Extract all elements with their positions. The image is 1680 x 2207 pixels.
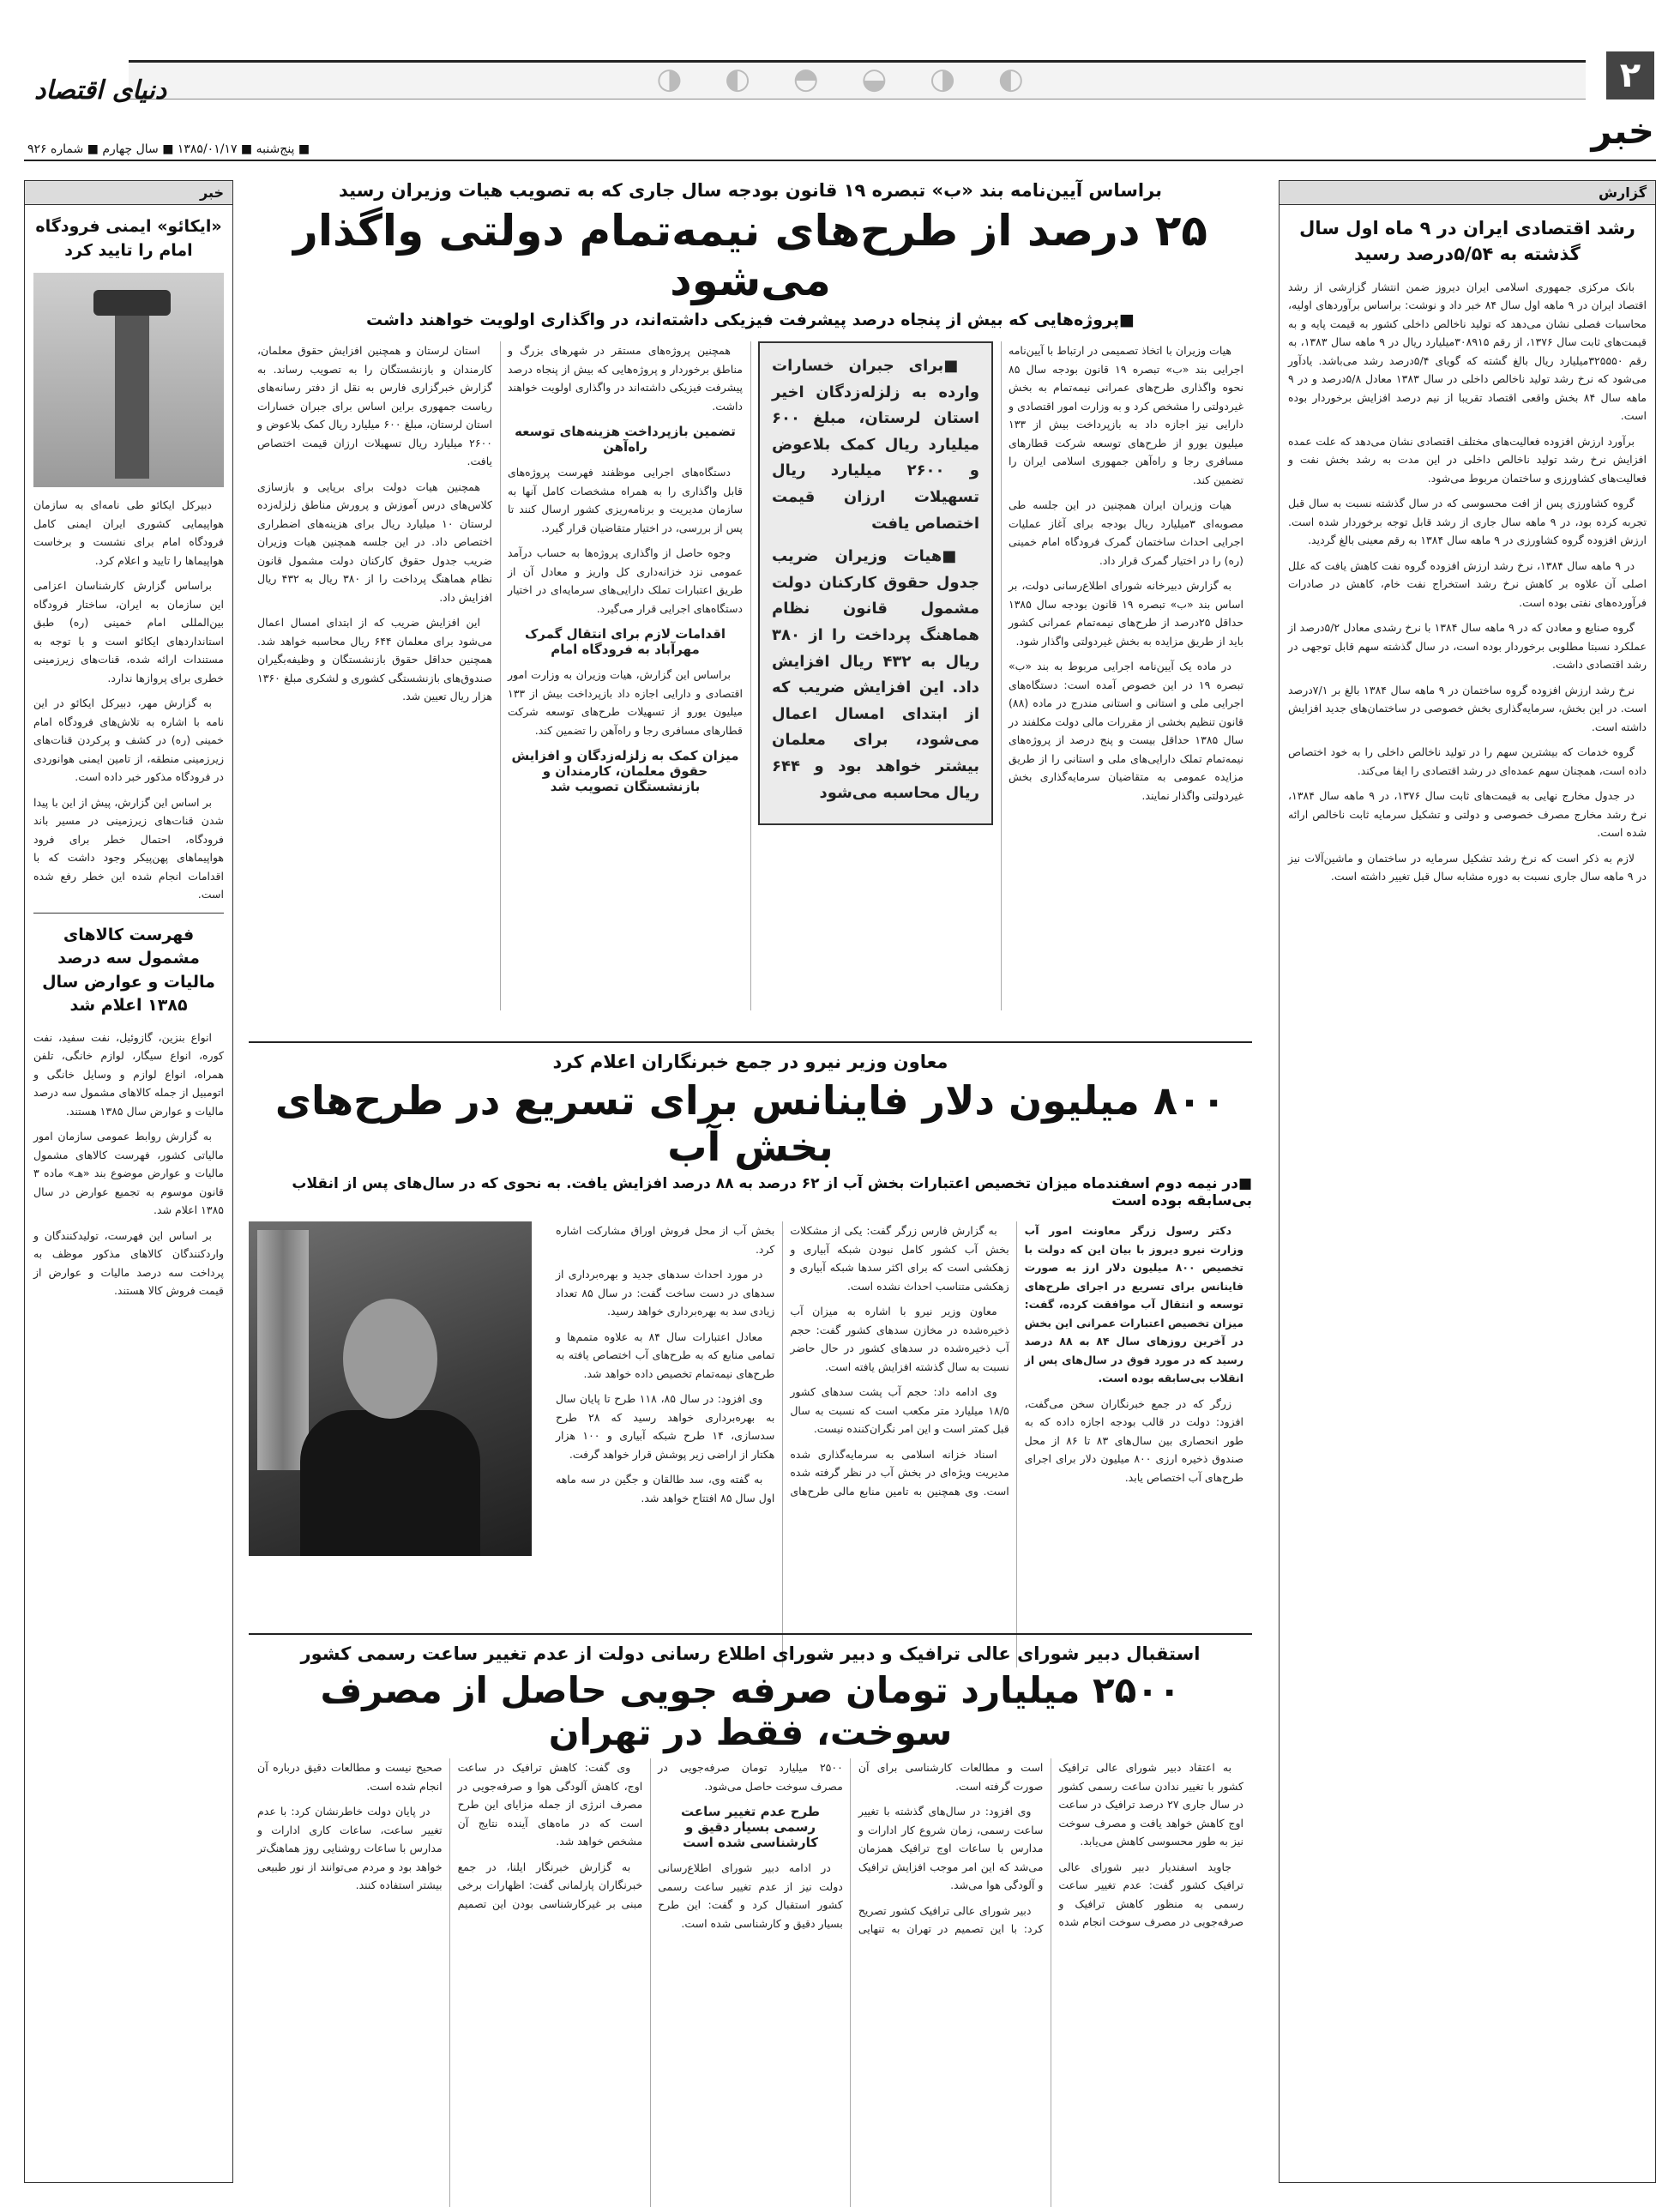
official-portrait-photo (249, 1221, 532, 1556)
story-subhead: ■ پروژه‌هایی که بیش از پنجاه درصد پیشرفت فیزیکی داشته‌اند، در واگذاری اولویت خواهند داشت (249, 311, 1252, 329)
paragraph: نرخ رشد ارزش افزوده گروه ساختمان در ۹ ماهه سال ۱۳۸۴ بالغ بر ۷/۱درصد است. در این بخش، سرمایه‌گذاری بخش خصوصی در ساختمان‌های جدید افزایش داشته است. (1288, 683, 1647, 733)
paragraph: هیات وزیران ایران همچنین در این جلسه طی مصوبه‌ای ۳میلیارد ریال بودجه برای آغاز عملیات اجرایی احداث ساختمان گمرک فرودگاه امام خمینی (ره) را در اختیار گمرک قرار داد. (1009, 498, 1243, 567)
paragraph: در پایان دولت خاطرنشان کرد: با عدم تغییر ساعت، ساعات کاری ادارات و مدارس با ساعات روشنایی روز هماهنگ‌تر خواهد بود و مردم می‌توانند از نور طبیعی بیشتر استفاده کنند. (257, 1805, 443, 1891)
divider (249, 1041, 1252, 1043)
rail-label: گزارش (1280, 181, 1655, 205)
paragraph: به گزارش روابط عمومی سازمان امور مالیاتی کشور، فهرست کالاهای مشمول مالیات و عوارض موضوع بند «هـ» ماده ۳ قانون موسوم به تجمیع عوارض در سال ۱۳۸۵ اعلام شد. (33, 1130, 224, 1217)
paragraph: براساس این گزارش، هیات وزیران به وزارت امور اقتصادی و دارایی اجازه داد بازپرداخت بیش از ۱۳۳ میلیون یورو از تسهیلات طرح‌های توسعه شرکت قطارهای مسافری رجا و راه‌آهن را تضمین کند. (508, 668, 743, 737)
paragraph: به اعتقاد دبیر شورای عالی ترافیک کشور با تغییر ندادن ساعت رسمی کشور در سال جاری ۲۷ درصد ترافیک در ساعت اوج کاهش خواهد یافت و مصرف سوخت نیز به طور محسوسی کاهش می‌یابد. (1058, 1761, 1244, 1848)
divider (24, 160, 1656, 161)
story-text-columns (547, 1221, 1252, 1667)
paragraph: به گزارش مهر، دبیرکل ایکائو در این نامه با اشاره به تلاش‌های فرودگاه امام خمینی (ره) در کشف و پرکردن قنات‌های زیرزمینی منطقه، از تامین ایمنی هوانوردی در فرودگاه مذکور خبر داده است. (33, 696, 224, 784)
rail-headline: رشد اقتصادی ایران در ۹ ماه اول سال گذشته به ۵/۵۴درصد رسید (1299, 218, 1635, 265)
paragraph: گروه خدمات که بیشترین سهم را در تولید ناخالص داخلی را به خود اختصاص داده است، همچنان سهم عمده‌ای در رشد اقتصادی را ایفا می‌کند. (1288, 745, 1647, 777)
paragraph: دبیرکل ایکائو طی نامه‌ای به سازمان هواپیمایی کشوری ایران ایمنی کامل فرودگاه امام برای نشست و برخاست هواپیماها را تایید و اعلام کرد. (33, 498, 224, 567)
paragraph: بانک مرکزی جمهوری اسلامی ایران دیروز ضمن انتشار گزارشی از رشد اقتصاد ایران در ۹ ماهه اول سال ۸۴ خبر داد و نوشت: براساس برآوردهای اولیه، محاسبات فصلی نشان می‌دهد که تولید ناخالص داخلی کشور به قیمت پایه و به قیمت‌های ثابت سال ۱۳۷۶، از رقم ۳۰۸۹۱۵میلیارد ریال در ۹ ماهه سال ۱۳۸۳، به رقم ۳۲۵۵۵۰میلیارد ریال بالغ گشته که گویای ۵/۴درصد رشد می‌باشد. یادآور می‌شود که نرخ رشد تولید ناخالص داخلی در سال ۱۳۸۳ معادل ۵/۸درصد و در ۹ ماهه سال ۸۴ بخش واقعی اقتصاد تقریبا از نیم درصد افزایش برخوردار بوده است. (1288, 280, 1647, 423)
highlight-box (758, 341, 993, 825)
paragraph: گروه کشاورزی پس از افت محسوسی که در سال گذشته نسبت به سال قبل تجربه کرده بود، در ۹ ماهه سال جاری از رشد قابل توجه برخوردار شده است. ارزش افزوده گروه کشاورزی در ۹ ماهه سال ۱۳۸۴ به رقم معینی بالغ گردید. (1288, 497, 1647, 547)
paragraph: دکتر رسول زرگر معاونت امور آب وزارت نیرو دیروز با بیان این که دولت با تخصیص ۸۰۰ میلیون دلار ارز به صورت فاینانس برای تسریع در اجرای طرح‌های توسعه و انتقال آب موافقت کرده، گفت: میزان تخصیص اعتبارات عمرانی این بخش در آخرین روزهای سال ۸۴ به ۸۸ درصد رسید که در مورد فوق در سال‌های پس از انقلاب بی‌سابقه بوده است. (1024, 1224, 1244, 1384)
story-body (249, 341, 1252, 1010)
story-subhead: ■ در نیمه دوم اسفندماه میزان تخصیص اعتبارات بخش آب از ۶۲ درصد به ۸۸ درصد افزایش یافت. به نحوی که در سال‌های پس از انقلاب بی‌سابقه بوده است (249, 1175, 1252, 1209)
paragraph: در جدول مخارج نهایی به قیمت‌های ثابت سال ۱۳۷۶، در ۹ ماهه سال ۱۳۸۴، نرخ رشد مخارج مصرف خصوصی و دولتی و تشکیل سرمایه ثابت ناخالص ارائه شده است. (1288, 789, 1647, 840)
world-map-decoration: ◐ ◑ ◒ ◓ ◐ ◑ (656, 62, 1024, 96)
paragraph: در ادامه دبیر شورای اطلاع‌رسانی دولت نیز از عدم تغییر ساعت رسمی کشور استقبال کرد و گفت: این طرح بسیار دقیق و کارشناسی شده است. (658, 1861, 843, 1930)
paragraph: همچنین هیات دولت برای برپایی و بازسازی کلاس‌های درس آموزش و پرورش مناطق زلزله‌زده لرستان ۱۰ میلیارد ریال برای هزینه‌های اضطراری اختصاص داد. در این جلسه همچنین هیات وزیران ضریب جدول حقوق کارکنان دولت مشمول قانون نظام هماهنگ پرداخت را از ۳۸۰ ریال به ۴۳۲ ریال افزایش داد. (257, 479, 492, 604)
rail-label: خبر (25, 181, 232, 205)
paragraph: وی افزود: در سال ۸۵، ۱۱۸ طرح تا پایان سال به بهره‌برداری خواهد رسید که ۲۸ طرح سدسازی، ۱۴ طرح شبکه آبیاری و ۱۰۰ هزار هکتار از اراضی زیر پوشش قرار خواهد گرفت. (556, 1392, 775, 1461)
paragraph: استان لرستان و همچنین افزایش حقوق معلمان، کارمندان و بازنشستگان را به تصویب رساند. به گزارش خبرگزاری فارس به نقل از دفتر رسانه‌های ریاست جمهوری براین اساس برای جبران خسارات استان لرستان، مبلغ ۶۰۰ میلیارد ریال کمک بلاعوض و ۲۶۰۰ میلیارد ریال تسهیلات ارزان قیمت اختصاص یافت. (257, 344, 493, 467)
paragraph: بر اساس این گزارش، پیش از این با پیدا شدن قنات‌های زیرزمینی در مسیر باند فرودگاه، احتمال خطر برای فرود هواپیماهای پهن‌پیکر وجود داشت که با اقدامات انجام شده این خطر رفع شده است. (33, 795, 224, 901)
flag-graphic (257, 1230, 309, 1470)
left-rail-news (24, 180, 233, 2183)
paragraph: گروه صنایع و معادن که در ۹ ماهه سال ۱۳۸۴ با نرخ رشدی معادل ۵/۲درصد از عملکرد نسبتا مطلوبی برخوردار بوده است، در سال گذشته سهم قابل توجهی در رشد اقتصادی داشت. (1288, 621, 1647, 672)
inline-subtitle: اقدامات لازم برای انتقال گمرک مهرآباد به فرودگاه امام (524, 626, 726, 657)
paragraph: زرگر که در جمع خبرنگاران سخن می‌گفت، افزود: دولت در قالب بودجه اجازه داده که به طور انحصاری بین سال‌های ۸۳ تا ۸۶ از محل صندوق ذخیره ارزی ۸۰۰ میلیون دلار برای اجرای طرح‌های آب اختصاص یابد. (1024, 1396, 1244, 1484)
section-title: خبر (1591, 110, 1654, 152)
paragraph: وجوه حاصل از واگذاری پروژه‌ها به حساب درآمد عمومی نزد خزانه‌داری کل واریز و معادل آن از طریق اعتبارات تملک دارایی‌های سرمایه‌ای در اختیار دستگاه‌های اجرایی قرار می‌گیرد. (508, 546, 743, 615)
paragraph: لازم به ذکر است که نرخ رشد تشکیل سرمایه در ساختمان و ماشین‌آلات نیز در ۹ ماهه سال جاری نسبت به دوره مشابه سال قبل تغییر داشته است. (1288, 851, 1647, 883)
rail-body (1280, 278, 1655, 886)
rail-body (25, 496, 232, 904)
airport-tower-photo (33, 273, 224, 487)
paragraph: وی ادامه داد: حجم آب پشت سدهای کشور ۱۸/۵ میلیارد متر مکعب است که نسبت به سال قبل کمتر است و این امر نگران‌کننده نیست. (790, 1385, 1009, 1435)
divider (249, 1633, 1252, 1635)
inline-subtitle: تضمین بازپرداخت هزینه‌های توسعه راه‌آهن (515, 424, 736, 455)
paragraph: هیات وزیران با اتخاذ تصمیمی در ارتباط با آیین‌نامه اجرایی بند «ب» تبصره ۱۹ قانون بودجه سال ۸۵ نحوه واگذاری طرح‌های عمرانی نیمه‌تمام به بخش غیردولتی را مشخص کرد و به وزارت امور اقتصادی و دارایی نیز اجازه داد به بازپرداخت بیش از ۱۳۳ میلیون یورو از طرح‌های توسعه شرکت قطارهای مسافری رجا و راه‌آهن جمهوری اسلامی ایران را تضمین کند. (1009, 344, 1243, 486)
story-kicker: استقبال دبیر شورای عالی ترافیک و دبیر شورای اطلاع رسانی دولت از عدم تغییر ساعت رسمی کشور (300, 1643, 1201, 1664)
highlight-item: ■ برای جبران خسارات وارده به زلزله‌زدگان اخیر استان لرستان، مبلغ ۶۰۰ میلیارد ریال کمک بلاعوض و ۲۶۰۰ میلیارد ریال تسهیلات ارزان قیمت اختصاص یافت (772, 353, 979, 537)
paragraph: در ۹ ماهه سال ۱۳۸۴، نرخ رشد ارزش افزوده گروه نفت کاهش یافت که علل اصلی آن علاوه بر کاهش نرخ رشد استخراج نفت خام، کاهش در صادرات فرآورده‌های نفتی بوده است. (1288, 558, 1647, 609)
paragraph: معادل اعتبارات سال ۸۴ به علاوه متمم‌ها و تمامی منابع که به طرح‌های آب اختصاص یافته به طرح‌های نیمه‌تمام تخصیص داده خواهد شد. (556, 1330, 775, 1380)
rail-body (25, 1028, 232, 1300)
paragraph: وی افزود: در سال‌های گذشته با تغییر ساعت رسمی، زمان شروع کار ادارات و مدارس با ساعات اوج ترافیک همزمان می‌شد که این امر موجب افزایش ترافیک و آلودگی هوا می‌شد. (858, 1805, 1044, 1891)
water-finance-story (249, 1029, 1252, 1595)
paragraph: در ماده یک آیین‌نامه اجرایی مربوط به بند «ب» تبصره ۱۹ در این خصوص آمده است: دستگاه‌های اجرایی ملی و استانی و استانی مندرج در ماده (۸۸) قانون تنظیم بخشی از مقررات مالی دولت مکلفند در سال ۱۳۸۵ حداقل بیست و پنج درصد از پروژه‌های نیمه‌تمام تملک دارایی‌های ملی و استانی را از طریق مزایده عمومی به متقاضیان سرمایه‌گذاری بخش غیردولتی واگذار نمایند. (1009, 660, 1244, 802)
inline-subtitle: طرح عدم تغییر ساعت رسمی بسیار دقیق و کارشناسی شده است (681, 1804, 821, 1850)
paragraph: انواع بنزین، گازوئیل، نفت سفید، نفت کوره، انواع سیگار، لوازم خانگی، تلفن همراه، انواع لوازم و وسایل خانگی و اتومبیل از جمله کالاهای مشمول سه درصد مالیات و عوارض سال ۱۳۸۵ هستند. (33, 1030, 224, 1118)
paragraph: همچنین پروژه‌های مستقر در شهرهای بزرگ و مناطق برخوردار و پروژه‌هایی که بیش از پنجاه درصد پیشرفت فیزیکی داشته‌اند در واگذاری اولویت خواهند داشت. (508, 344, 743, 413)
paragraph: به گزارش دبیرخانه شورای اطلاع‌رسانی دولت، بر اساس بند «ب» تبصره ۱۹ قانون بودجه سال ۱۳۸۵ حداقل ۲۵درصد از طرح‌های نیمه‌تمام عمرانی کشور باید از طریق مزایده به بخش غیردولتی واگذار شود. (1009, 579, 1244, 648)
rail-headline: فهرست کالاهای مشمول سه درصد مالیات و عوارض سال ۱۳۸۵ اعلام شد (42, 925, 215, 1016)
time-change-story (249, 1621, 1252, 2207)
paragraph: در مورد احداث سدهای جدید و بهره‌برداری از سدهای در دست ساخت گفت: در سال ۸۵ تعداد زیادی سد به بهره‌برداری خواهد رسید. (556, 1268, 775, 1318)
right-rail-report (1279, 180, 1656, 2183)
paragraph: به گزارش فارس زرگر گفت: یکی از مشکلات بخش آب کشور کامل نبودن شبکه آبیاری و زهکشی است که برای اکثر سدها شبکه آبیاری و زهکشی متناسب احداث نشده است. (790, 1224, 1009, 1293)
paragraph: برآورد ارزش افزوده فعالیت‌های مختلف اقتصادی نشان می‌دهد که علت عمده افزایش نرخ رشد تولید ناخالص داخلی در این مدت به رشد بخش نفت و فعالیت‌های کشاورزی و ساختمان مربوط می‌شود. (1288, 434, 1647, 485)
story-kicker: معاون وزیر نیرو در جمع خبرنگاران اعلام کرد (552, 1052, 948, 1072)
story-body (249, 1221, 1252, 1667)
paragraph: به گفته وی، سد طالقان و جگین در سه ماهه اول سال ۸۵ افتتاح خواهد شد. (556, 1473, 775, 1504)
paragraph: جاوید اسفندیار دبیر شورای عالی ترافیک کشور گفت: عدم تغییر ساعت رسمی به منظور کاهش ترافیک و صرفه‌جویی در مصرف سوخت انجام شده است و مطالعات کارشناسی برای آن صورت گرفته است. (858, 1761, 1243, 1928)
paragraph: به گزارش خبرنگار ایلنا، در جمع خبرنگاران پارلمانی گفت: اظهارات برخی مبنی بر غیرکارشناسی بودن این تصمیم صحیح نیست و مطالعات دقیق درباره آن انجام شده است. (257, 1761, 643, 1910)
inline-subtitle: میزان کمک به زلزله‌زدگان و افزایش حقوق معلمان، کارمندان و بازنشستگان تصویب شد (511, 748, 739, 794)
paragraph: معاون وزیر نیرو با اشاره به میزان آب ذخیره‌شده در مخازن سدهای کشور گفت: حجم آب ذخیره‌شده در سدهای کشور در حال حاضر نسبت به سال گذشته افزایش یافته است. (790, 1305, 1009, 1373)
lead-story (249, 180, 1252, 1004)
rail-headline: «ایکائو» ایمنی فرودگاه امام را تایید کرد (35, 217, 222, 260)
paragraph: وی گفت: کاهش ترافیک در ساعت اوج، کاهش آلودگی هوا و صرفه‌جویی در مصرف انرژی از جمله مزایای این طرح است که در ماه‌های آینده نتایج آن مشخص خواهد شد. (457, 1761, 643, 1848)
newspaper-logo: دنیای اقتصاد (34, 75, 167, 106)
story-headline: ۲۵۰۰ میلیارد تومان صرفه جویی حاصل از مصرف سوخت، فقط در تهران (320, 1669, 1181, 1753)
paragraph: براساس گزارش کارشناسان اعزامی این سازمان به ایران، ساختار فرودگاه بین‌المللی امام خمینی (ره) طبق استانداردهای ایکائو است و با توجه به مستندات ارائه شده، قنات‌های زیرزمینی خطری برای پروازها ندارد. (33, 579, 224, 684)
story-body (249, 1758, 1252, 2207)
paragraph: بر اساس این فهرست، تولیدکنندگان و واردکنندگان کالاهای مذکور موظف به پرداخت سه درصد مالیات و عوارض از قیمت فروش کالا هستند. (33, 1228, 224, 1298)
story-kicker: براساس آیین‌نامه بند «ب» تبصره ۱۹ قانون بودجه سال جاری که به تصویب هیات وزیران رسید (338, 180, 1163, 201)
highlight-item: ■ هیات وزیران ضریب جدول حقوق کارکنان دولت مشمول قانون نظام هماهنگ پرداخت را از ۳۸۰ ریال به ۴۳۲ ریال افزایش داد. این افزایش ضریب که از ابتدای امسال اعمال می‌شود، برای معلمان بیشتر خواهد بود و ۶۴۴ ریال محاسبه می‌شود (772, 544, 979, 806)
paragraph: این افزایش ضریب که از ابتدای امسال اعمال می‌شود برای معلمان ۶۴۴ ریال محاسبه خواهد شد. همچنین حداقل حقوق بازنشستگان و وظیفه‌بگیران صندوق‌های بازنشستگی کشوری و لشکری مبلغ ۱۳۶۰ هزار ریال تعیین شد. (257, 616, 493, 703)
story-headline: ۲۵ درصد از طرح‌های نیمه‌تمام دولتی واگذار می‌شود (293, 206, 1207, 305)
paragraph: دبیر شورای عالی ترافیک کشور تصریح کرد: با این تصمیم در تهران به تنهایی ۲۵۰۰ میلیارد تومان صرفه‌جویی در مصرف سوخت حاصل می‌شود. (658, 1761, 1044, 1935)
paragraph: دستگاه‌های اجرایی موظفند فهرست پروژه‌های قابل واگذاری را به همراه مشخصات کامل آنها به سازمان مدیریت و برنامه‌ریزی کشور ارسال کنند تا پس از بررسی، در اختیار متقاضیان قرار گیرد. (508, 466, 743, 534)
paragraph: اسناد خزانه اسلامی به سرمایه‌گذاری شده مدیریت ویژه‌ای در بخش آب در نظر گرفته شده است. وی همچنین به تامین منابع مالی طرح‌های بخش آب از محل فروش اوراق مشارکت اشاره کرد. (556, 1224, 1009, 1498)
masthead (0, 0, 1680, 163)
story-headline: ۸۰۰ میلیون دلار فاینانس برای تسریع در طرح‌های بخش آب (274, 1077, 1226, 1170)
page-number: ۲ (1606, 51, 1654, 99)
dateline: ■ پنج‌شنبه ■ ۱۳۸۵/۰۱/۱۷ ■ سال چهارم ■ شماره ۹۲۶ (27, 142, 310, 156)
